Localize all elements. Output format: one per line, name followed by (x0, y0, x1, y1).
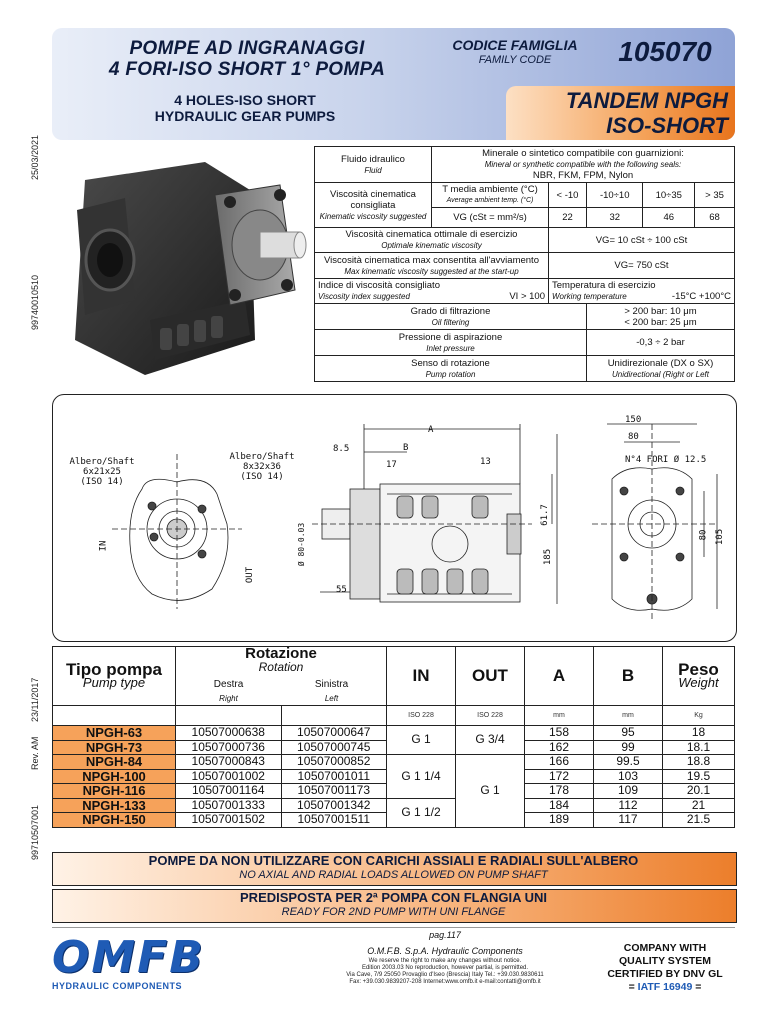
pump-name: NPGH-63 (53, 726, 176, 741)
in-port: G 1 1/4 (387, 755, 456, 799)
family-code-label: CODICE FAMIGLIA (452, 37, 578, 53)
code-right: 10507001502 (176, 813, 282, 828)
temp-label-cell: T media ambiente (°C) Average ambient temp. (°C) (432, 183, 549, 208)
dim-a: 178 (525, 784, 594, 799)
code-right: 10507000843 (176, 755, 282, 770)
weight: 21 (663, 798, 735, 813)
footer-notes: We reserve the right to make any changes without notice. Edition 2003.03 No reproduction, however partial, is permitted. Via Cave, 7/9 25050 Provaglio d'Iseo (Brescia) Italy Tel.: +39.030.9830611 Fax: +39.030.9839207-208 Internet:www.omfb.it e-mail:contatti@omfb.it (346, 958, 544, 985)
omfb-logo: OMFB HYDRAULIC COMPONENTS (52, 932, 205, 991)
dim-a: 162 (525, 740, 594, 755)
dim-185-label: 185 (543, 548, 554, 566)
dim-b: 117 (594, 813, 663, 828)
unit-out: ISO 228 (456, 706, 525, 726)
shaft2-label: Albero/Shaft 8x32x36 (ISO 14) (229, 452, 295, 482)
code-right: 10507001333 (176, 798, 282, 813)
col-out-header: OUT (456, 647, 525, 706)
dim-b: 99 (594, 740, 663, 755)
temp-cell: -10÷10 (587, 183, 643, 208)
spec-table (314, 146, 735, 382)
pump-name: NPGH-73 (53, 740, 176, 755)
code-left: 10507000647 (281, 726, 387, 741)
vg-cell: 46 (643, 208, 695, 228)
dim-a: 166 (525, 755, 594, 770)
dim-b: 103 (594, 769, 663, 784)
weight: 21.5 (663, 813, 735, 828)
side-code-top: 99740010510 (30, 274, 40, 330)
product-table (52, 646, 735, 828)
code-left: 10507001173 (281, 784, 387, 799)
subtitle-line-1: TANDEM NPGH (565, 88, 728, 113)
title-italian: POMPE AD INGRANAGGI 4 FORI-ISO SHORT 1° POMPA (108, 38, 386, 80)
filter-value-cell: > 200 bar: 10 μm < 200 bar: 25 μm (587, 304, 735, 330)
subtitle-line-2: ISO-SHORT (606, 113, 728, 138)
vg-cell: 32 (587, 208, 643, 228)
dim-a: 189 (525, 813, 594, 828)
vg-cell: 22 (549, 208, 587, 228)
shaft1-label: Albero/Shaft 6x21x25 (ISO 14) (69, 457, 135, 487)
vg-cell: 68 (695, 208, 735, 228)
col-rotation-header: Rotazione Rotation Destra Right Sinistra Left (176, 647, 387, 706)
rear-view (592, 424, 717, 619)
unit-b: mm (594, 706, 663, 726)
dim-b-label: B (403, 443, 409, 453)
certification: COMPANY WITH QUALITY SYSTEM CERTIFIED BY DNV GL = IATF 16949 = (607, 942, 723, 993)
unit-in: ISO 228 (387, 706, 456, 726)
weight: 18 (663, 726, 735, 741)
dim-a: 158 (525, 726, 594, 741)
dim-85-label: 8.5 (333, 444, 350, 454)
in-port: G 1 (387, 726, 456, 755)
port-in-label: IN (98, 540, 109, 552)
pump-name: NPGH-84 (53, 755, 176, 770)
temp-cell: > 35 (695, 183, 735, 208)
dim-dia-label: Ø 80-0.03 (297, 522, 307, 567)
table-row (53, 755, 735, 770)
filter-label-cell: Grado di filtrazione Oil filtering (315, 304, 587, 330)
in-port: G 1 1/2 (387, 798, 456, 827)
pump-name: NPGH-150 (53, 813, 176, 828)
vi-cell: Indice di viscosità consigliato Viscosity index suggested VI > 100 (315, 279, 549, 304)
fluid-value-cell: Minerale o sintetico compatibile con guarnizioni: Mineral or synthetic compatible with the following seals: NBR, FKM, FPM, Nylon (432, 147, 735, 183)
code-right: 10507001164 (176, 784, 282, 799)
family-code-label-en: FAMILY CODE (478, 54, 552, 66)
col-weight-header: Peso Weight (663, 647, 735, 706)
side-code-bottom: 99710507001 (30, 804, 40, 860)
unit-a: mm (525, 706, 594, 726)
weight: 19.5 (663, 769, 735, 784)
dim-b: 109 (594, 784, 663, 799)
opt-value-cell: VG= 10 cSt ÷ 100 cSt (549, 228, 735, 253)
fluid-label-cell: Fluido idraulico Fluid (315, 147, 432, 183)
dim-a-label: A (428, 425, 434, 435)
dim-b: 112 (594, 798, 663, 813)
technical-drawing (52, 394, 735, 640)
rot-label-cell: Senso di rotazione Pump rotation (315, 356, 587, 382)
warning-2-en: READY FOR 2ND PUMP WITH UNI FLANGE (281, 906, 506, 918)
max-value-cell: VG= 750 cSt (549, 253, 735, 279)
footer-divider (52, 927, 735, 928)
col-a-header: A (525, 647, 594, 706)
pump-name: NPGH-116 (53, 784, 176, 799)
code-left: 10507000745 (281, 740, 387, 755)
code-left: 10507001011 (281, 769, 387, 784)
warning-1-en: NO AXIAL AND RADIAL LOADS ALLOWED ON PUMP SHAFT (239, 869, 548, 881)
port-out-label: OUT (245, 566, 256, 584)
vg-label-cell: VG (cSt = mm²/s) (432, 208, 549, 228)
dim-a: 172 (525, 769, 594, 784)
dim-105-label: 105 (715, 528, 726, 546)
pump-name: NPGH-100 (53, 769, 176, 784)
pump-name: NPGH-133 (53, 798, 176, 813)
out-port: G 1 (456, 755, 525, 828)
col-b-header: B (594, 647, 663, 706)
dim-a: 184 (525, 798, 594, 813)
col-in-header: IN (387, 647, 456, 706)
dim-150-label: 150 (625, 415, 642, 425)
title-english: 4 HOLES-ISO SHORT HYDRAULIC GEAR PUMPS (154, 92, 336, 124)
code-right: 10507000638 (176, 726, 282, 741)
col-type-header: Tipo pompa Pump type (53, 647, 176, 706)
weight: 18.8 (663, 755, 735, 770)
holes-label: N°4 FORI Ø 12.5 (625, 455, 707, 465)
work-temp-cell: Temperatura di esercizio Working temperature -15°C +100°C (549, 279, 735, 304)
dim-80-label: 80 (628, 432, 639, 442)
dim-b: 95 (594, 726, 663, 741)
dim-b: 99.5 (594, 755, 663, 770)
warning-2: PREDISPOSTA PER 2ª POMPA CON FLANGIA UNI (240, 890, 547, 905)
unit-weight: Kg (663, 706, 735, 726)
max-label-cell: Viscosità cinematica max consentita all'avviamento Max kinematic viscosity suggested at the start-up (315, 253, 549, 279)
company-name: O.M.F.B. S.p.A. Hydraulic Components (367, 946, 523, 956)
side-date-top: 25/03/2021 (30, 134, 40, 180)
code-right: 10507000736 (176, 740, 282, 755)
temp-cell: < -10 (549, 183, 587, 208)
dim-55-label: 55 (336, 585, 347, 595)
inlet-value-cell: -0,3 ÷ 2 bar (587, 330, 735, 356)
pump-photo (55, 150, 310, 385)
temp-cell: 10÷35 (643, 183, 695, 208)
dim-13-label: 13 (480, 457, 491, 467)
code-left: 10507001511 (281, 813, 387, 828)
dim-80v-label: 80 (698, 529, 709, 541)
weight: 20.1 (663, 784, 735, 799)
side-rev: Rev. AM (30, 736, 40, 770)
visc-label-cell: Viscosità cinematica consigliata Kinematic viscosity suggested (315, 183, 432, 228)
out-port: G 3/4 (456, 726, 525, 755)
code-left: 10507001342 (281, 798, 387, 813)
dim-617-label: 61.7 (539, 504, 550, 526)
table-row (53, 726, 735, 741)
warning-1: POMPE DA NON UTILIZZARE CON CARICHI ASSIALI E RADIALI SULL'ALBERO (148, 853, 639, 868)
inlet-label-cell: Pressione di aspirazione Inlet pressure (315, 330, 587, 356)
family-code: 105070 (618, 36, 712, 67)
page-number: pag.117 (429, 930, 461, 940)
opt-label-cell: Viscosità cinematica ottimale di esercizio Optimale kinematic viscosity (315, 228, 549, 253)
table-row (53, 798, 735, 813)
code-left: 10507000852 (281, 755, 387, 770)
code-right: 10507001002 (176, 769, 282, 784)
weight: 18.1 (663, 740, 735, 755)
rot-value-cell: Unidirezionale (DX o SX) Unidirectional (Right or Left (587, 356, 735, 382)
dim-17-label: 17 (386, 460, 397, 470)
side-date-bottom: 23/11/2017 (30, 677, 40, 722)
